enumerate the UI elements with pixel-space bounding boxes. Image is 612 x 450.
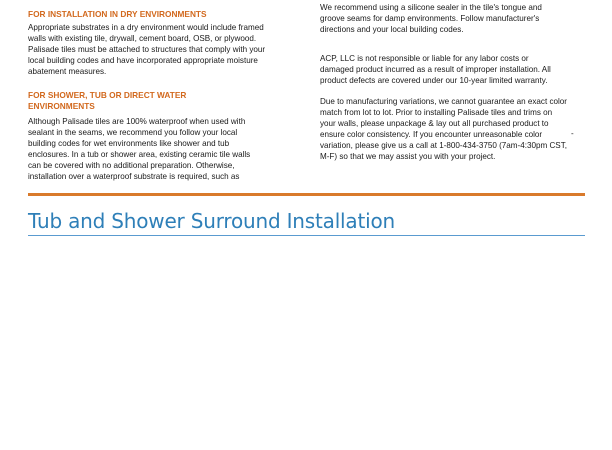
section-title: Tub and Shower Surround Installation — [28, 209, 395, 233]
dry-environment-text: Appropriate substrates in a dry environment would include framed walls with existing tile, drywall, cement board, OSB, or plywood. Palisade tiles must be attached to structures that comply with your local building codes and have incorporated appropriate moisture abatement measures. — [28, 23, 266, 76]
hyphen-mark: - — [571, 129, 574, 138]
sealer-recommendation-text: We recommend using a silicone sealer in the tile's tongue and groove seams for damp environments. Follow manufacturer's directions and your local building codes. — [320, 3, 542, 34]
blue-title-underline — [28, 235, 585, 236]
wet-environment-heading: FOR SHOWER, TUB OR DIRECT WATER ENVIRONMENTS — [28, 90, 187, 111]
liability-disclaimer-text: ACP, LLC is not responsible or liable for any labor costs or damaged product incurred as a result of improper installation. All product defects are covered under our 10-year limited warranty. — [320, 54, 551, 85]
dry-environment-heading: FOR INSTALLATION IN DRY ENVIRONMENTS — [28, 9, 207, 19]
color-variation-text: Due to manufacturing variations, we cannot guarantee an exact color match from lot to lot. Prior to installing Palisade tiles and trims on your walls, please unpackage & lay out all purchased product to ensure color consistency. If you encounter unreasonable color variation, please give us a call at 1-800-434-3750 (7am-4:30pm CST, M-F) so that we may assist you with your project. — [320, 97, 568, 161]
orange-divider — [28, 193, 585, 196]
wet-environment-text: Although Palisade tiles are 100% waterproof when used with sealant in the seams, we recommend you follow your local building codes for wet environments like shower and tub enclosures. In a tub or shower area, existing ceramic tile walls can be covered with no additional preparation. Otherwise, installation over a waterproof substrate is required, such as — [28, 117, 251, 181]
